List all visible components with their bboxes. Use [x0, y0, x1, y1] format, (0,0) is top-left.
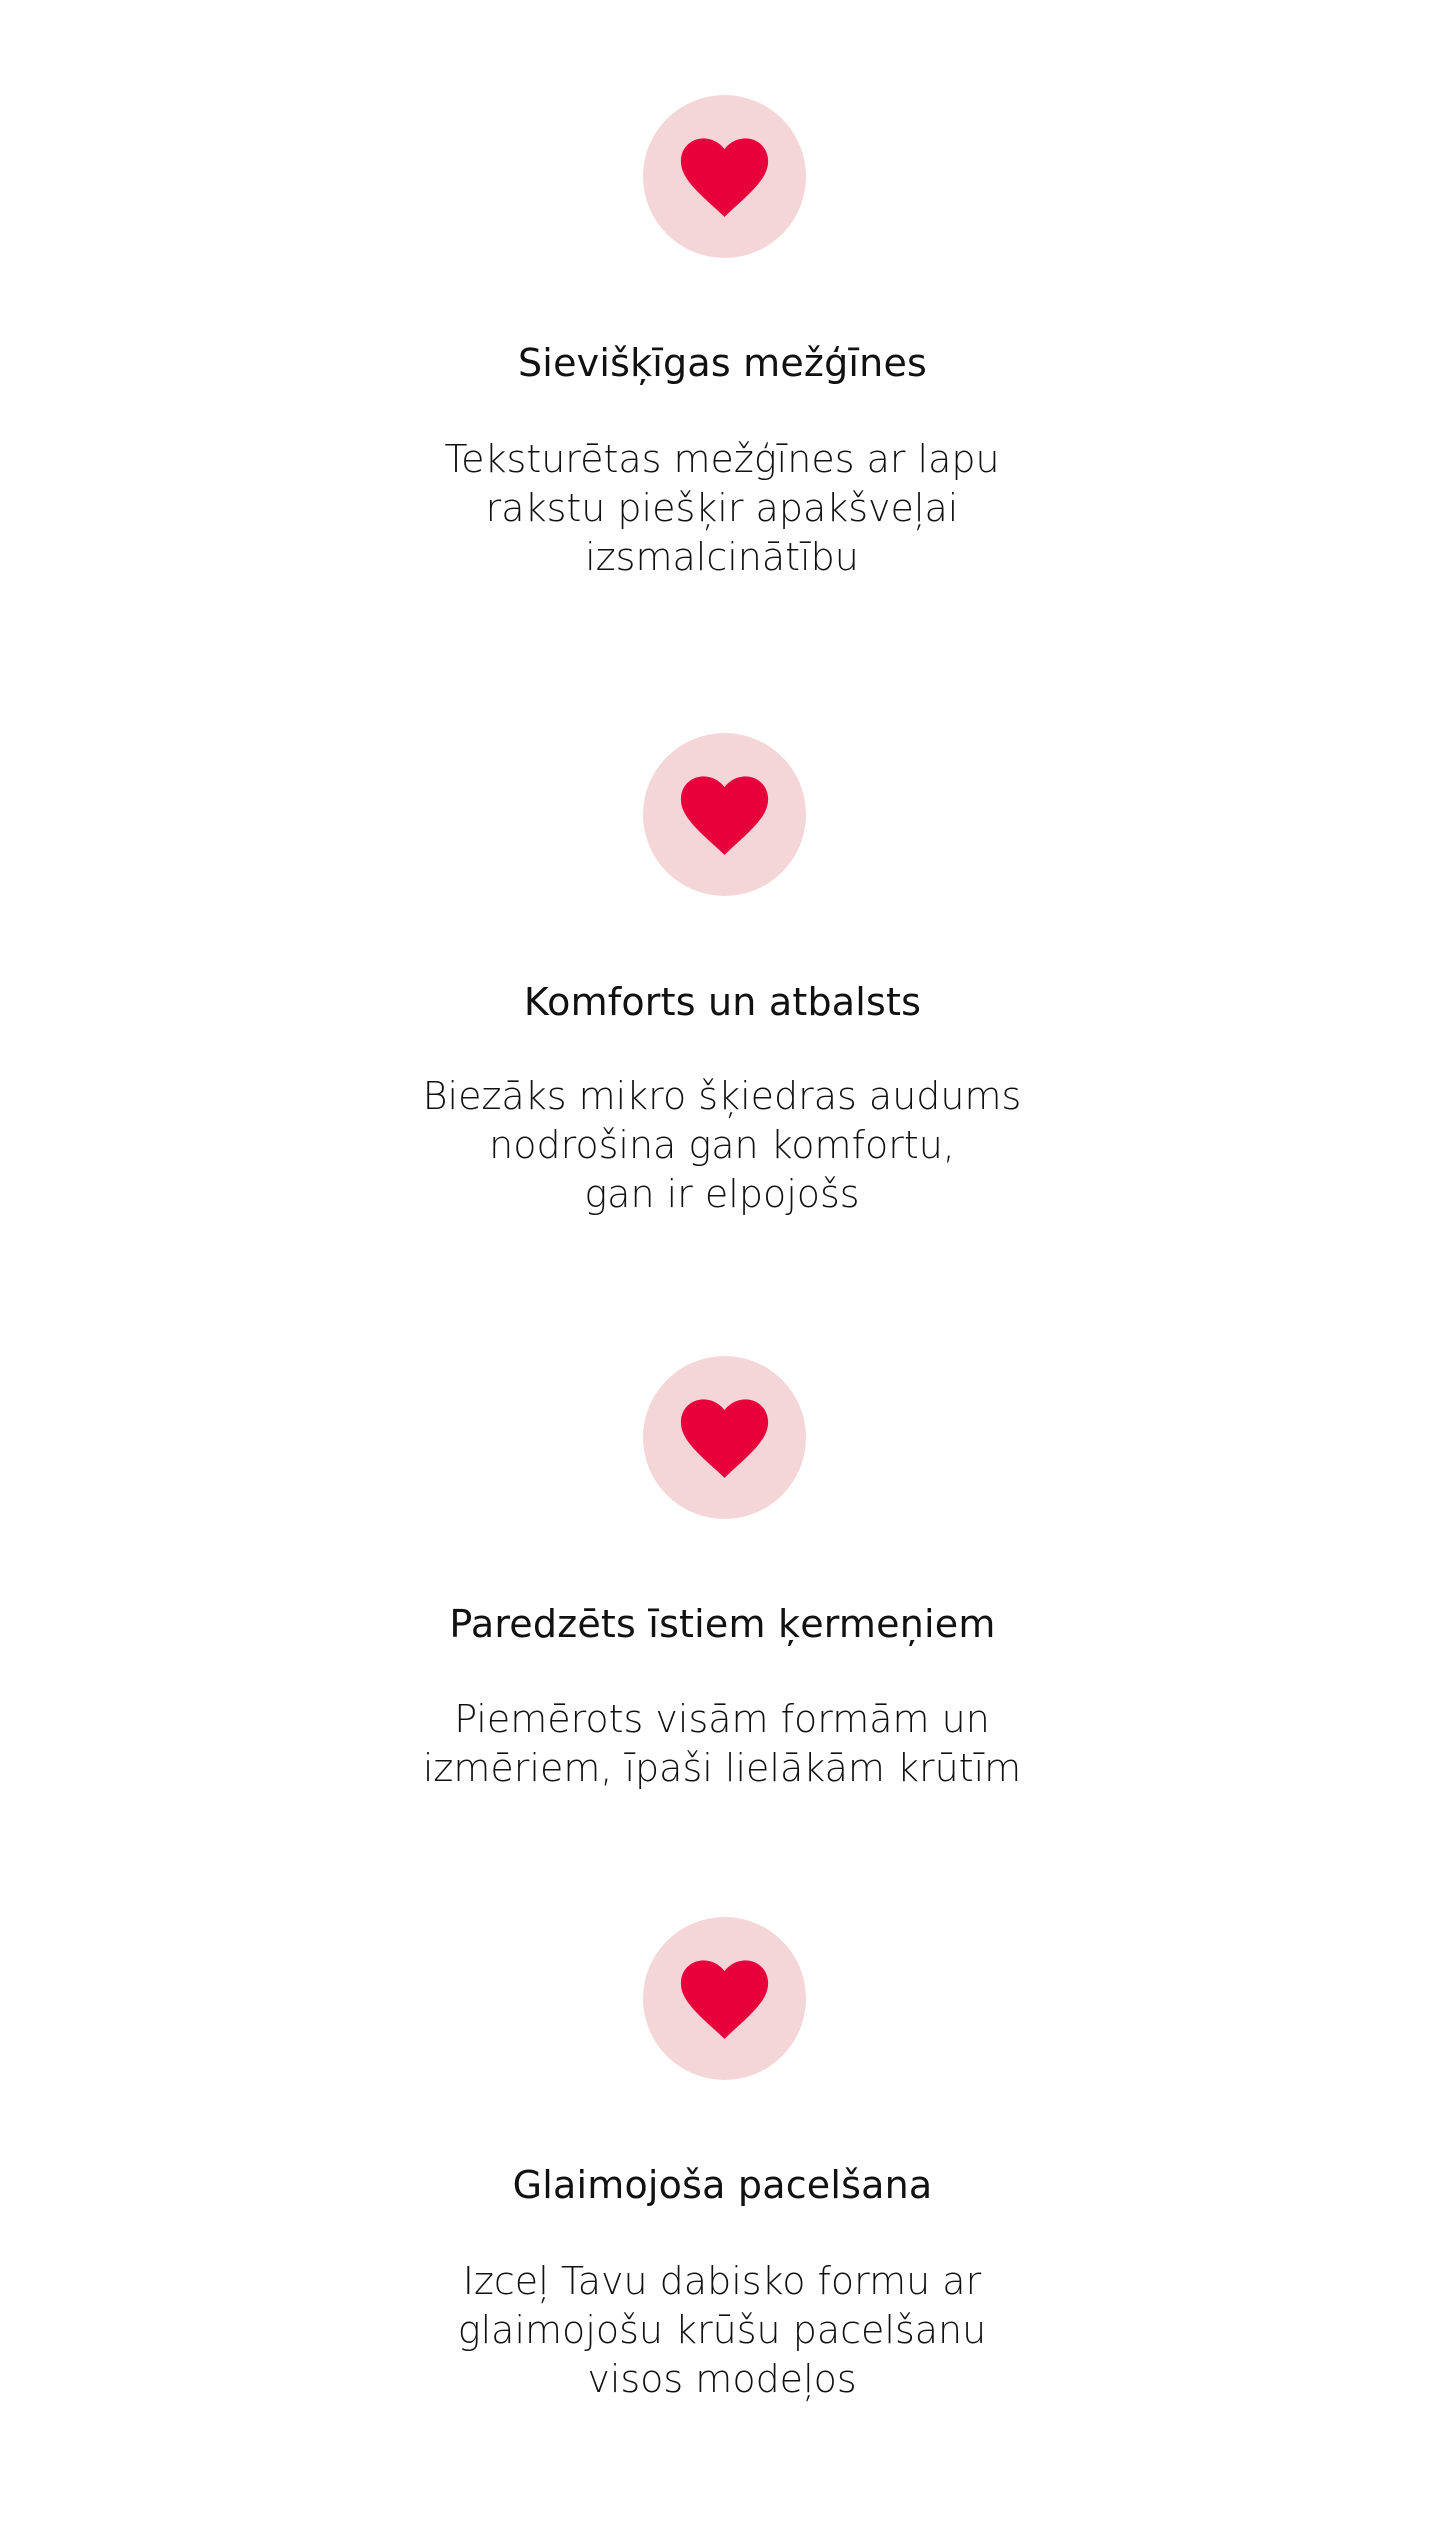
icon-badge [643, 1917, 806, 2080]
feature-description: Teksturētas mežģīnes ar lapu rakstu piešķir apakšveļai izsmalcinātību [444, 437, 1000, 579]
feature-description: Izceļ Tavu dabisko formu ar glaimojošu krūšu pacelšanu visos modeļos [457, 2259, 987, 2401]
icon-badge [643, 95, 806, 258]
feature-title: Sievišķīgas mežģīnes [517, 341, 928, 385]
feature-title: Komforts un atbalsts [523, 980, 922, 1024]
heart-icon [679, 1957, 770, 2041]
feature-description: Biezāks mikro šķiedras audums nodrošina gan komfortu, gan ir elpojošs [422, 1074, 1022, 1216]
heart-icon [679, 773, 770, 857]
feature-title: Paredzēts īstiem ķermeņiem [449, 1602, 996, 1646]
icon-badge [643, 1356, 806, 1519]
heart-icon [679, 135, 770, 219]
feature-description: Piemērots visām formām un izmēriem, īpaši lielākām krūtīm [422, 1697, 1022, 1790]
feature-title: Glaimojoša pacelšana [512, 2163, 933, 2207]
heart-icon [679, 1396, 770, 1480]
icon-badge [643, 733, 806, 896]
